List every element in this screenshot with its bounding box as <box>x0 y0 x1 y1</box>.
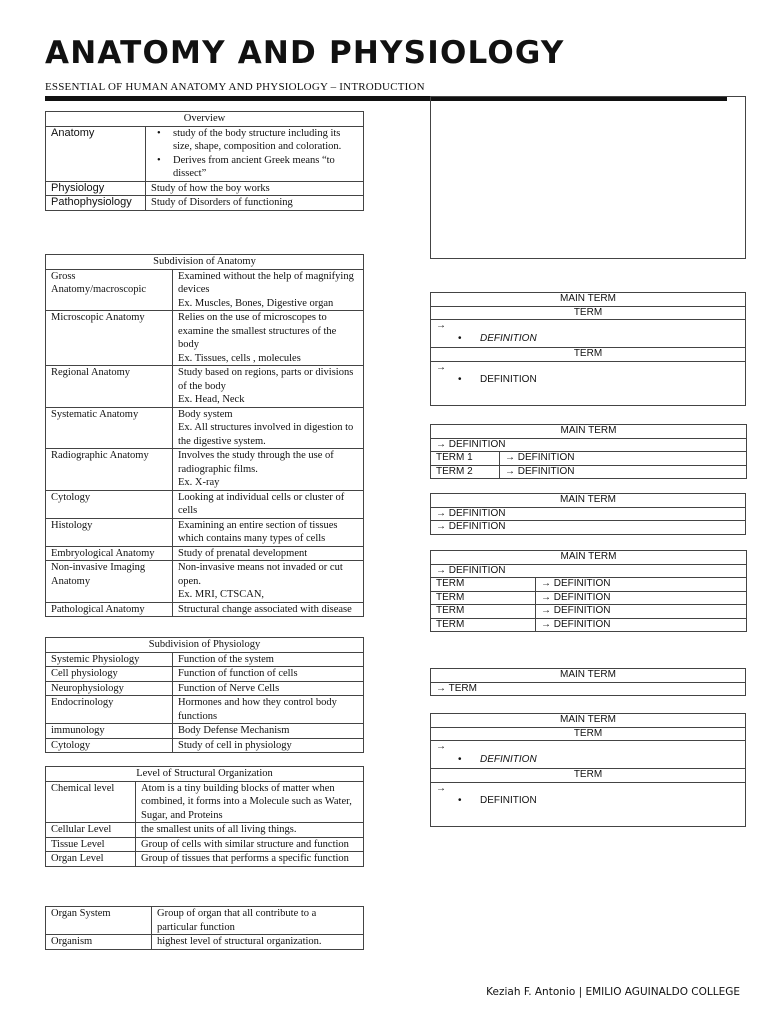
row-term: Systematic Anatomy <box>46 407 173 449</box>
row-text: Study of prenatal development <box>173 546 364 561</box>
definition-text: • DEFINITION <box>480 795 537 806</box>
row-text: Examining an entire section of tissues which contains many types of cells <box>173 518 364 546</box>
term-box-5 <box>430 668 746 696</box>
main-term: MAIN TERM <box>431 494 746 508</box>
definition-row: → DEFINITION <box>431 564 747 578</box>
overview-heading: Overview <box>46 112 364 127</box>
table-row <box>46 823 364 838</box>
row-text: Non-invasive means not invaded or cut open. Ex. MRI, CTSCAN, <box>173 561 364 603</box>
page-title: ANATOMY AND PHYSIOLOGY <box>45 35 565 71</box>
anatomy-subdivision-table <box>45 254 364 617</box>
term-box-2 <box>430 424 747 479</box>
table-row <box>46 490 364 518</box>
page-subtitle: ESSENTIAL OF HUMAN ANATOMY AND PHYSIOLOGY – INTRODUCTION <box>45 81 425 93</box>
table-row <box>46 696 364 724</box>
row-text: Involves the study through the use of radiographic films. Ex. X-ray <box>173 449 364 491</box>
table-row <box>46 407 364 449</box>
definition-text: • DEFINITION <box>480 332 537 344</box>
footer-author: Keziah F. Antonio | EMILIO AGUINALDO COLLEGE <box>486 986 740 998</box>
physiology-subdivision-heading: Subdivision of Physiology <box>46 638 364 653</box>
row-text: Group of organ that all contribute to a particular function <box>152 907 364 935</box>
definition-text: • DEFINITION <box>480 374 537 385</box>
row-text: Atom is a tiny building blocks of matter when combined, it forms into a Molecule such as Water, Sugar, and Proteins <box>136 781 364 823</box>
table-row <box>46 681 364 696</box>
row-text: Group of cells with similar structure and function <box>136 837 364 852</box>
row-term: Microscopic Anatomy <box>46 311 173 366</box>
list-item: • study of the body structure including its size, shape, composition and coloration. <box>151 127 358 154</box>
table-row <box>46 652 364 667</box>
image-placeholder-box <box>430 96 746 259</box>
row-term: Cellular Level <box>46 823 136 838</box>
definition-row: → DEFINITION <box>431 438 747 452</box>
table-row <box>46 126 364 181</box>
row-term: immunology <box>46 724 173 739</box>
term-label: TERM <box>431 591 536 605</box>
definition-row: → DEFINITION <box>536 578 747 592</box>
structural-organization-table <box>45 766 364 867</box>
definition-cell <box>431 741 746 769</box>
arrow-icon: → <box>436 320 446 331</box>
overview-table <box>45 111 364 211</box>
row-text: Group of tissues that performs a specific function <box>136 852 364 867</box>
definition-cell <box>431 782 746 826</box>
term-box-6 <box>430 713 746 827</box>
table-row <box>46 311 364 366</box>
table-row <box>46 561 364 603</box>
definition-row: → DEFINITION <box>431 507 746 521</box>
table-row <box>46 667 364 682</box>
row-text: Hormones and how they control body functions <box>173 696 364 724</box>
row-term: Endocrinology <box>46 696 173 724</box>
row-term: Gross Anatomy/macroscopic <box>46 269 173 311</box>
arrow-icon: → <box>436 782 446 794</box>
row-text: Study of cell in physiology <box>173 738 364 753</box>
definition-text: • DEFINITION <box>480 753 537 765</box>
main-term: MAIN TERM <box>431 714 746 728</box>
definition-row: → DEFINITION <box>500 452 747 466</box>
main-term: MAIN TERM <box>431 669 746 683</box>
table-row <box>46 935 364 950</box>
definition-row: → DEFINITION <box>536 618 747 632</box>
row-text: Examined without the help of magnifying devices Ex. Muscles, Bones, Digestive organ <box>173 269 364 311</box>
table-row <box>46 907 364 935</box>
term-label: TERM <box>431 348 746 362</box>
term-box-1 <box>430 292 746 406</box>
term-label: TERM <box>431 578 536 592</box>
row-text: Study of Disorders of functioning <box>146 196 364 211</box>
row-term: Systemic Physiology <box>46 652 173 667</box>
row-term: Pathophysiology <box>46 196 146 211</box>
row-term: Physiology <box>46 181 146 196</box>
row-text: Function of function of cells <box>173 667 364 682</box>
row-term: Cytology <box>46 490 173 518</box>
arrow-icon: → <box>436 361 446 373</box>
row-text: Structural change associated with disease <box>173 602 364 617</box>
term-label: TERM <box>431 605 536 619</box>
table-row <box>46 196 364 211</box>
row-text: Function of Nerve Cells <box>173 681 364 696</box>
term-label: TERM 2 <box>431 465 500 479</box>
definition-row: → DEFINITION <box>500 465 747 479</box>
table-row <box>46 181 364 196</box>
row-term: Tissue Level <box>46 837 136 852</box>
row-text: Study based on regions, parts or divisions of the body Ex. Head, Neck <box>173 366 364 408</box>
term-row: → TERM <box>431 682 746 696</box>
row-term: Cell physiology <box>46 667 173 682</box>
term-label: TERM <box>431 306 746 320</box>
term-label: TERM <box>431 769 746 783</box>
row-text: Study of how the boy works <box>146 181 364 196</box>
main-term: MAIN TERM <box>431 293 746 307</box>
row-term: Embryological Anatomy <box>46 546 173 561</box>
row-text <box>146 126 364 181</box>
term-label: TERM 1 <box>431 452 500 466</box>
definition-row: → DEFINITION <box>536 605 747 619</box>
table-row <box>46 781 364 823</box>
table-row <box>46 269 364 311</box>
row-term: Cytology <box>46 738 173 753</box>
row-text: Body system Ex. All structures involved in digestion to the digestive system. <box>173 407 364 449</box>
table-row <box>46 518 364 546</box>
organ-table <box>45 906 364 950</box>
row-text: Body Defense Mechanism <box>173 724 364 739</box>
row-term: Regional Anatomy <box>46 366 173 408</box>
row-term: Organ Level <box>46 852 136 867</box>
structural-organization-heading: Level of Structural Organization <box>46 767 364 782</box>
row-term: Pathological Anatomy <box>46 602 173 617</box>
row-text: Looking at individual cells or cluster of cells <box>173 490 364 518</box>
definition-cell <box>431 320 746 348</box>
row-text: the smallest units of all living things. <box>136 823 364 838</box>
row-term: Non-invasive Imaging Anatomy <box>46 561 173 603</box>
main-term: MAIN TERM <box>431 551 747 565</box>
row-text: Function of the system <box>173 652 364 667</box>
table-row <box>46 852 364 867</box>
row-term: Neurophysiology <box>46 681 173 696</box>
term-box-4 <box>430 550 747 632</box>
table-row <box>46 837 364 852</box>
row-text: highest level of structural organization. <box>152 935 364 950</box>
list-item: • Derives from ancient Greek means “to dissect” <box>151 154 358 181</box>
table-row <box>46 546 364 561</box>
row-term: Histology <box>46 518 173 546</box>
row-text: Relies on the use of microscopes to examine the smallest structures of the body Ex. Tissues, cells , molecules <box>173 311 364 366</box>
row-term: Organism <box>46 935 152 950</box>
term-label: TERM <box>431 727 746 741</box>
row-term: Radiographic Anatomy <box>46 449 173 491</box>
table-row <box>46 724 364 739</box>
row-term: Anatomy <box>46 126 146 181</box>
definition-cell <box>431 361 746 405</box>
definition-row: → DEFINITION <box>536 591 747 605</box>
anatomy-subdivision-heading: Subdivision of Anatomy <box>46 255 364 270</box>
row-term: Chemical level <box>46 781 136 823</box>
row-term: Organ System <box>46 907 152 935</box>
term-label: TERM <box>431 618 536 632</box>
main-term: MAIN TERM <box>431 425 747 439</box>
table-row <box>46 602 364 617</box>
term-box-3 <box>430 493 746 535</box>
definition-row: → DEFINITION <box>431 521 746 535</box>
arrow-icon: → <box>436 741 446 752</box>
physiology-subdivision-table <box>45 637 364 753</box>
table-row <box>46 366 364 408</box>
table-row <box>46 449 364 491</box>
table-row <box>46 738 364 753</box>
